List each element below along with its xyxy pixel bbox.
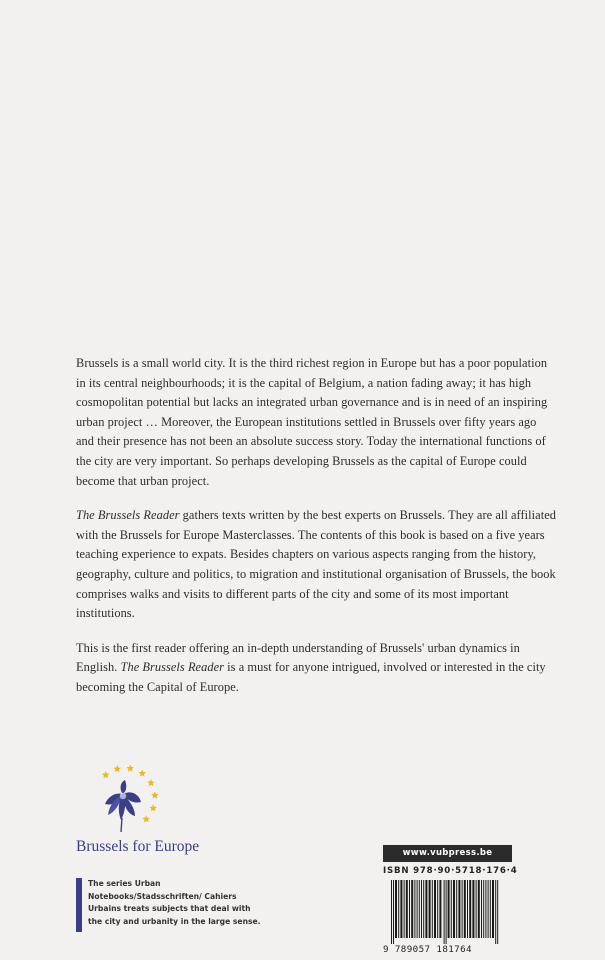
star-icon <box>147 779 155 786</box>
star-icon <box>126 764 134 771</box>
barcode-bar <box>488 880 489 938</box>
barcode-bar <box>485 880 486 938</box>
barcode-bar <box>456 880 457 938</box>
barcode-block <box>383 864 527 958</box>
barcode-bar <box>393 880 394 944</box>
barcode-bar <box>495 880 496 944</box>
barcode-bar <box>483 880 484 938</box>
ean-digits: 9 789057 181764 <box>383 944 472 955</box>
barcode-bar <box>404 880 405 938</box>
star-icon <box>149 804 157 811</box>
barcode-bar <box>406 880 408 938</box>
barcode-bar <box>444 880 445 944</box>
barcode-bar <box>462 880 463 938</box>
barcode-icon <box>383 880 527 944</box>
barcode-bar <box>419 880 420 938</box>
series-note <box>76 878 266 932</box>
barcode-bar <box>425 880 427 938</box>
barcode-bar <box>409 880 410 938</box>
barcode-bar <box>398 880 399 938</box>
blurb-paragraph-3-rest: is a must for anyone intrigued, involved or interested in the city becoming the Capital of Europe. <box>76 660 546 694</box>
publisher-website: www.vubpress.be <box>383 845 512 862</box>
star-icon <box>151 791 159 798</box>
barcode-bar <box>467 880 468 938</box>
barcode-bar <box>421 880 422 938</box>
barcode-bar <box>414 880 415 938</box>
barcode-bar <box>423 880 424 938</box>
barcode-bar <box>490 880 491 938</box>
barcode-bar <box>395 880 397 938</box>
series-accent-bar <box>76 878 82 932</box>
star-icon <box>142 815 150 822</box>
book-title-italic: The Brussels Reader <box>76 508 180 523</box>
blurb <box>76 354 556 713</box>
star-icon <box>102 771 110 778</box>
barcode-bar <box>448 880 450 938</box>
star-icon <box>138 769 146 776</box>
barcode-bar <box>469 880 471 938</box>
iris-flower-icon <box>105 780 141 832</box>
barcode-bar <box>429 880 431 938</box>
logo-text: Brussels for Europe <box>76 838 200 855</box>
barcode-bar <box>478 880 480 938</box>
barcode-bar <box>458 880 460 938</box>
series-description: The series Urban Notebooks/Stadsschriften/ Cahiers Urbains treats subjects that deal with the city and urbanity in the large sense. <box>88 879 261 926</box>
blurb-paragraph-3 <box>76 639 556 698</box>
brussels-for-europe-logo-icon <box>75 760 225 880</box>
barcode-bar <box>437 880 438 938</box>
isbn-label: ISBN 978·90·5718·176·4 <box>383 866 518 876</box>
blurb-paragraph-2 <box>76 506 556 624</box>
blurb-paragraph-1: Brussels is a small world city. It is the third richest region in Europe but has a poor population in its central neighbourhoods; it is the capital of Belgium, a nation fading away; it has high cosmopolitan potential but lacks an integrated urban governance and is in need of an inspiring urban project … Moreover, the European institutions settled in Brussels over fifty years ago and their presence has not been an absolute success story. Today the international functions of the city are very important. So perhaps developing Brussels as the capital of Europe could become that urban project. <box>76 356 548 488</box>
barcode-bar <box>432 880 433 938</box>
star-icon <box>113 765 121 772</box>
barcode-bar <box>439 880 441 938</box>
barcode-bar <box>497 880 498 944</box>
blurb-paragraph-2-text: gathers texts written by the best experts on Brussels. They are all affiliated with the Brussels for Europe Masterclasses. The contents of this book is based on a five years teaching experience to expats. Besides chapters on various aspects ranging from the history, geography, culture and politics, to migration and institutional organisation of Brussels, the book comprises walks and visits to different parts of the city and some of its most important institutions. <box>76 508 557 621</box>
book-title-italic: The Brussels Reader <box>120 660 225 675</box>
barcode-bar <box>464 880 466 938</box>
barcode-bar <box>400 880 402 938</box>
barcode-bar <box>446 880 447 944</box>
barcode-bar <box>476 880 477 938</box>
barcode-bar <box>417 880 418 938</box>
barcode-bar <box>472 880 474 938</box>
barcode-bar <box>391 880 392 944</box>
blurb-paragraph-3-start: This is the first reader offering an in-depth understanding of Brussels' urban dynamics in English. <box>76 640 520 675</box>
barcode-bar <box>492 880 494 938</box>
barcode-bar <box>411 880 413 938</box>
barcode-bar <box>434 880 436 938</box>
barcode-bar <box>451 880 452 938</box>
barcode-bar <box>453 880 455 938</box>
barcode-bar <box>481 880 482 938</box>
